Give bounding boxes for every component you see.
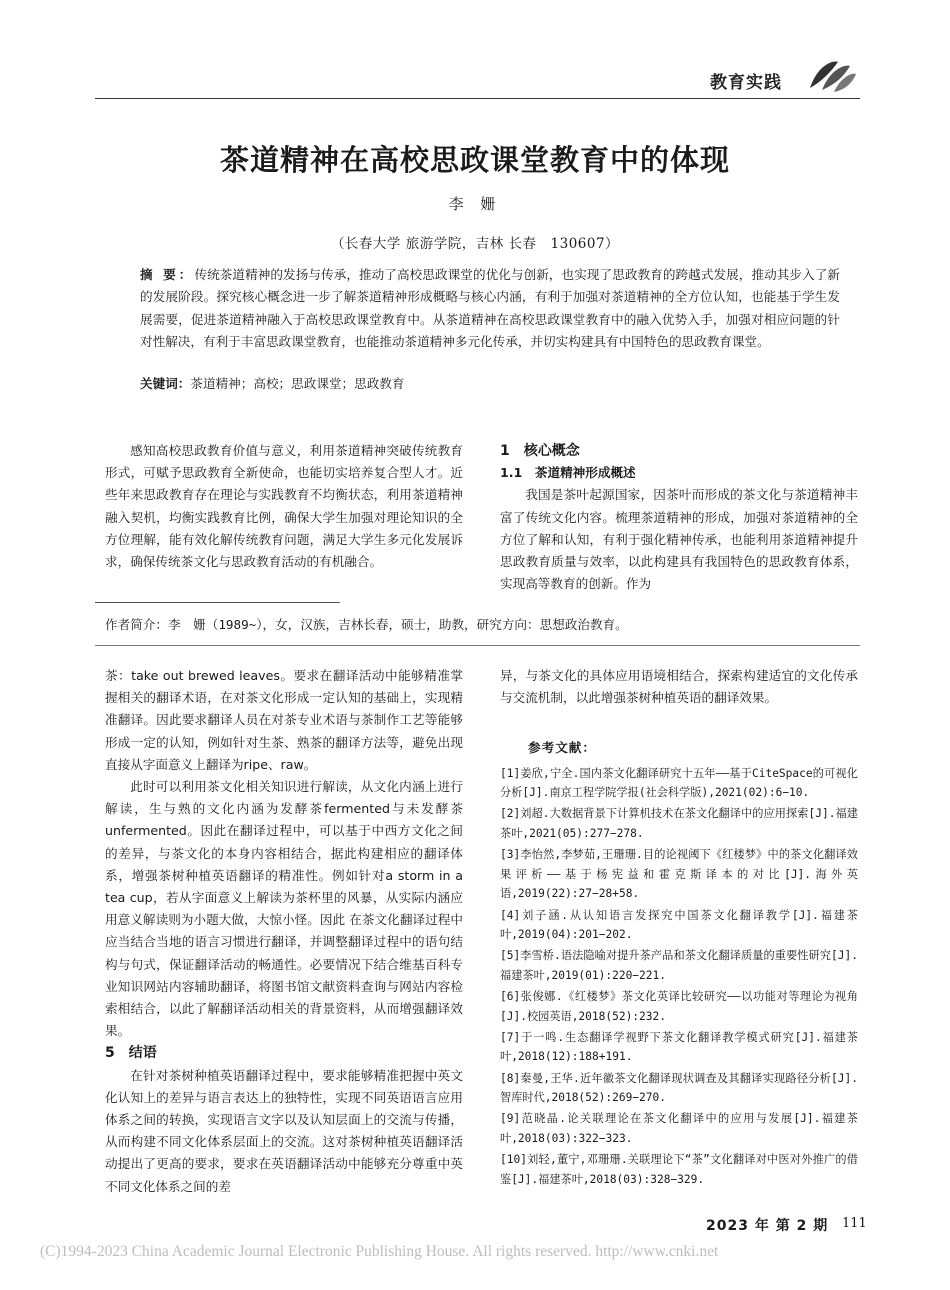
intro-paragraph: 感知高校思政教育价值与意义，利用茶道精神突破传统教育形式，可赋予思政教育全新使命，也能切实培养复合型人才。近些年来思政教育存在理论与实践教育不均衡状态，利用茶道精神融入契机，均衡实践教育比例，确保大学生加强对理论知识的全方位理解，能有效化解传统教育问题，满足大学生多元化发展诉求，确保传统茶文化与思政教育活动的有机融合。 [105,443,463,570]
section-1-paragraph: 我国是茶叶起源国家，因茶叶而形成的茶文化与茶道精神丰富了传统文化内容。梳理茶道精神的形成，加强对茶道精神的全方位了解和认知，有利于强化精神传承，也能利用茶道精神提升思政教育质量与效率，以此构建具有我国特色的思政教育体系，实现高等教育的创新。作为 [500,487,858,592]
upper-right-column [500,440,858,595]
page-number: 111 [842,1216,867,1231]
subsection-heading-1-1: 1.1 茶道精神形成概述 [500,465,636,481]
reference-item: [2]刘超.大数据背景下计算机技术在茶文化翻译中的应用探索[J].福建茶叶,2021(05):277−278. [500,807,858,840]
lower-right-column [500,665,858,1191]
section-heading-1: 1 核心概念 [500,443,580,459]
affiliation: （长春大学 旅游学院，吉林 长春 130607） [330,236,620,252]
issue-label: 2023 年 第 2 期 [706,1218,829,1234]
abstract-label: 摘 要： [140,267,195,282]
reference-item: [8]秦曼,王华.近年徽茶文化翻译现状调查及其翻译实现路径分析[J].智库时代,2018(52):269−270. [500,1071,858,1105]
reference-item: [5]李雪桥.语法隐喻对提升茶产品和茶文化翻译质量的重要性研究[J].福建茶叶,2019(01):220−221. [500,949,858,982]
page-separator [95,645,860,646]
lower-left-column [105,665,463,1198]
reference-item: [3]李怡然,李梦茹,王珊珊.目的论视阈下《红楼梦》中的茶文化翻译效果评析——基于杨宪益和霍克斯译本的对比[J].海外英语,2019(22):27−28+58. [500,848,858,901]
article-title: 茶道精神在高校思政课堂教育中的体现 [219,143,730,177]
reference-item: [9]范晓晶.论关联理论在茶文化翻译中的应用与发展[J].福建茶叶,2018(03):322−323. [500,1112,858,1146]
reference-item: [7]于一鸣.生态翻译学视野下茶文化翻译教学模式研究[J].福建茶叶,2018(12):188+191. [500,1030,858,1064]
reference-item: [1]姜欣,宁全.国内茶文化翻译研究十五年——基于CiteSpace的可视化分析[J].南京工程学院学报(社会科学版),2021(02):6−10. [500,766,858,800]
reference-item: [10]刘轻,董宁,邓珊珊.关联理论下“茶”文化翻译对中医对外推广的借鉴[J].福建茶叶,2018(03):328−329. [500,1153,858,1186]
section-heading-5: 5 结语 [105,1045,157,1062]
header-rule [95,98,860,99]
tea-leaf-icon [808,58,858,94]
reference-item: [4]刘子涵.从认知语言发探究中国茶文化翻译教学[J].福建茶叶,2019(04):201−202. [500,908,858,942]
keywords [140,373,840,392]
keywords-text: 茶道精神；高校；思政课堂；思政教育 [190,376,405,391]
abstract [140,264,840,354]
paragraph: 异，与茶文化的具体应用语境相结合，探索构建适宜的文化传承与交流机制，以此增强茶树种植英语的翻译效果。 [500,668,858,706]
references-title: 参考文献： [528,740,596,756]
section-label: 教育实践 [710,73,782,93]
copyright-watermark: (C)1994-2023 China Academic Journal Electronic Publishing House. All rights reserved. http://www.cnki.net [40,1243,719,1260]
abstract-text: 传统茶道精神的发扬与传承，推动了高校思政课堂的优化与创新，也实现了思政教育的跨越式发展，推动其步入了新的发展阶段。探究核心概念进一步了解茶道精神形成概略与核心内涵，有利于加强对茶道精神的全方位认知，也能基于学生发展需要，促进茶道精神融入于高校思政课堂教育中。从茶道精神在高校思政课堂教育中的融入优势入手，加强对相应问题的针对性解决，有利于丰富思政课堂教育，也能推动茶道精神多元化传承，并切实构建具有中国特色的思政教育课堂。 [140,267,841,350]
paragraph: 茶：take out brewed leaves。要求在翻译活动中能够精准掌握相关的翻译术语，在对茶文化形成一定认知的基础上，实现精准翻译。因此要求翻译人员在对茶专业术语与茶制作工艺等能够形成一定的认知，例如针对生茶、熟茶的翻译方法等，避免出现直接从字面意义上翻译为ripe、raw。 [105,668,463,772]
paragraph: 此时可以利用茶文化相关知识进行解读，从文化内涵上进行解读，生与熟的文化内涵为发酵茶fermented与未发酵茶unfermented。因此在翻译过程中，可以基于中西方文化之间的差异，与茶文化的本身内容相结合，据此构建相应的翻译体系，增强茶树种植英语翻译的精准性。例如针对a storm in a tea cup，若从字面意义上解读为茶杯里的风暴，从实际内涵应用意义解读则为小题大做，大惊小怪。因此 在茶文化翻译过程中应当结合当地的语言习惯进行翻译，并调整翻译过程中的语句结构与句式，保证翻译活动的畅通性。必要情况下结合维基百科专业知识网站内容辅助翻译，将图书馆文献资料查询与网站内容检索相结合，以此了解翻译活动相关的背景资料，从而增强翻译效果。 [105,779,463,1039]
reference-item: [6]张俊娜.《红楼梦》茶文化英译比较研究——以功能对等理论为视角[J].校园英语,2018(52):232. [500,990,858,1023]
conclusion-paragraph: 在针对茶树种植英语翻译过程中，要求能够精准把握中英文化认知上的差异与语言表达上的独特性，实现不同英语语言应用体系之间的转换，实现语言文字以及认知层面上的交流与传播，从而构建不同文化体系层面上的交流。这对茶树种植英语翻译活动提出了更高的要求，要求在英语翻译活动中能够充分尊重中英不同文化体系之间的差 [105,1067,463,1194]
upper-left-column [105,440,463,573]
footnote-rule [95,602,340,603]
keywords-label: 关键词： [140,376,191,391]
author: 李 姗 [448,195,502,213]
author-footnote: 作者简介：李 姗（1989~），女，汉族，吉林长春，硕士，助教，研究方向：思想政治教育。 [105,617,628,632]
